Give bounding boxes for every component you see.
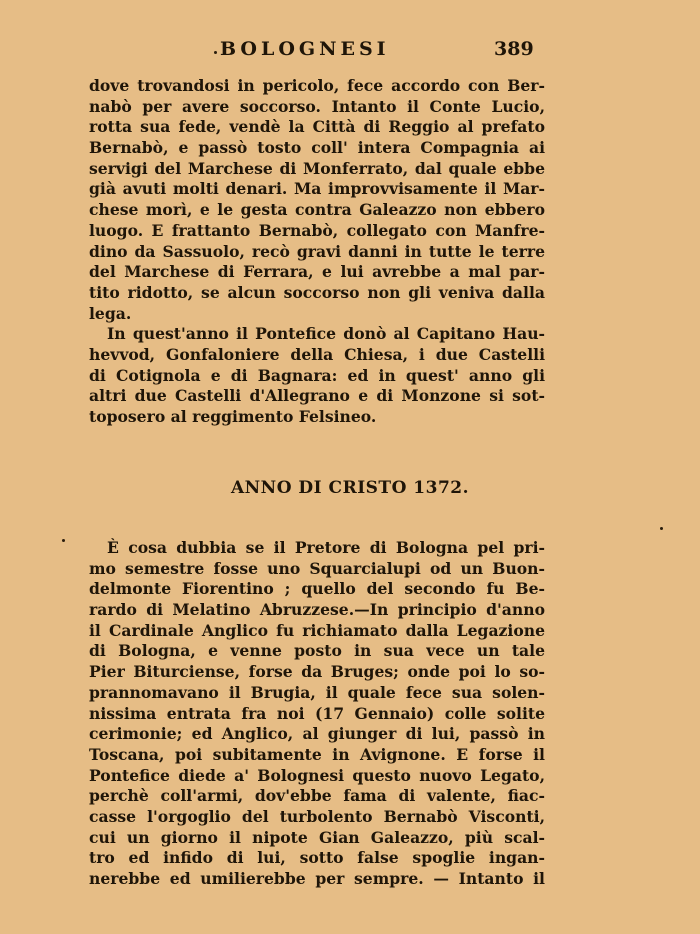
- text-line: già avuti molti denari. Ma improvvisamente il Mar-: [89, 179, 545, 199]
- text-line: nabò per avere soccorso. Intanto il Conte Lucio,: [89, 96, 545, 116]
- text-line: Pontefice diede a' Bolognesi questo nuovo Legato,: [89, 765, 545, 785]
- paragraph-3: [89, 538, 545, 890]
- text-line: chese morì, e le gesta contra Galeazzo non ebbero: [89, 200, 545, 220]
- text-line: lega.: [89, 303, 132, 323]
- text-line: il Cardinale Anglico fu richiamato dalla Legazione: [89, 620, 545, 640]
- text-line: cerimonie; ed Anglico, al giunger di lui, passò in: [89, 724, 545, 744]
- text-line: Toscana, poi subitamente in Avignone. E forse il: [89, 744, 545, 764]
- text-line: altri due Castelli d'Allegrano e di Monzone si sot-: [89, 386, 545, 406]
- text-line: dove trovandosi in pericolo, fece accordo con Ber-: [89, 76, 545, 95]
- text-line: nissima entrata fra noi (17 Gennaio) colle solite: [89, 703, 545, 723]
- ink-speck: [62, 539, 65, 542]
- text-line: prannomavano il Brugia, il quale fece sua solen-: [89, 682, 545, 702]
- text-line: Pier Biturciense, forse da Bruges; onde poi lo so-: [89, 662, 545, 682]
- text-line: di Cotignola e di Bagnara: ed in quest' anno gli: [89, 365, 545, 385]
- text-line: rardo di Melatino Abruzzese.—In principio d'anno: [89, 600, 545, 620]
- text-block-top: [89, 76, 545, 428]
- section-heading: ANNO DI CRISTO 1372.: [230, 478, 470, 498]
- ink-speck: [214, 51, 217, 54]
- ink-speck: [660, 527, 663, 530]
- paragraph-2: [89, 324, 545, 427]
- text-line: del Marchese di Ferrara, e lui avrebbe a mal par-: [89, 262, 545, 282]
- text-line: È cosa dubbia se il Pretore di Bologna pel pri-: [107, 538, 545, 557]
- text-line: Bernabò, e passò tosto coll' intera Compagnia ai: [89, 138, 545, 158]
- text-line: dino da Sassuolo, recò gravi danni in tutte le terre: [89, 241, 545, 261]
- text-line: di Bologna, e venne posto in sua vece un tale: [89, 641, 545, 661]
- paragraph-1: [89, 76, 545, 324]
- text-line: perchè coll'armi, dov'ebbe fama di valente, fiac-: [89, 786, 545, 806]
- text-line: toposero al reggimento Felsineo.: [89, 407, 377, 426]
- text-line: In quest'anno il Pontefice donò al Capitano Hau-: [107, 324, 545, 344]
- text-line: luogo. E frattanto Bernabò, collegato con Manfre-: [89, 220, 545, 240]
- text-line: casse l'orgoglio del turbolento Bernabò Visconti,: [89, 806, 545, 826]
- text-line: mo semestre fosse uno Squarcialupi od un Buon-: [89, 558, 545, 578]
- running-title: BOLOGNESI: [220, 38, 390, 60]
- text-block-bottom: [89, 538, 545, 890]
- text-line: hevvod, Gonfaloniere della Chiesa, i due Castelli: [89, 344, 545, 364]
- text-line: servigi del Marchese di Monferrato, dal quale ebbe: [89, 158, 545, 178]
- text-line: delmonte Fiorentino ; quello del secondo fu Be-: [89, 579, 545, 599]
- text-line: nerebbe ed umilierebbe per sempre. — Intanto il: [89, 869, 545, 888]
- text-line: cui un giorno il nipote Gian Galeazzo, più scal-: [89, 827, 545, 847]
- text-line: rotta sua fede, vendè la Città di Reggio al prefato: [89, 117, 545, 137]
- text-line: tro ed infido di lui, sotto false spoglie ingan-: [89, 848, 545, 868]
- text-line: tito ridotto, se alcun soccorso non gli veniva dalla: [89, 282, 545, 302]
- page-number: 389: [494, 38, 534, 60]
- running-head: [0, 38, 700, 64]
